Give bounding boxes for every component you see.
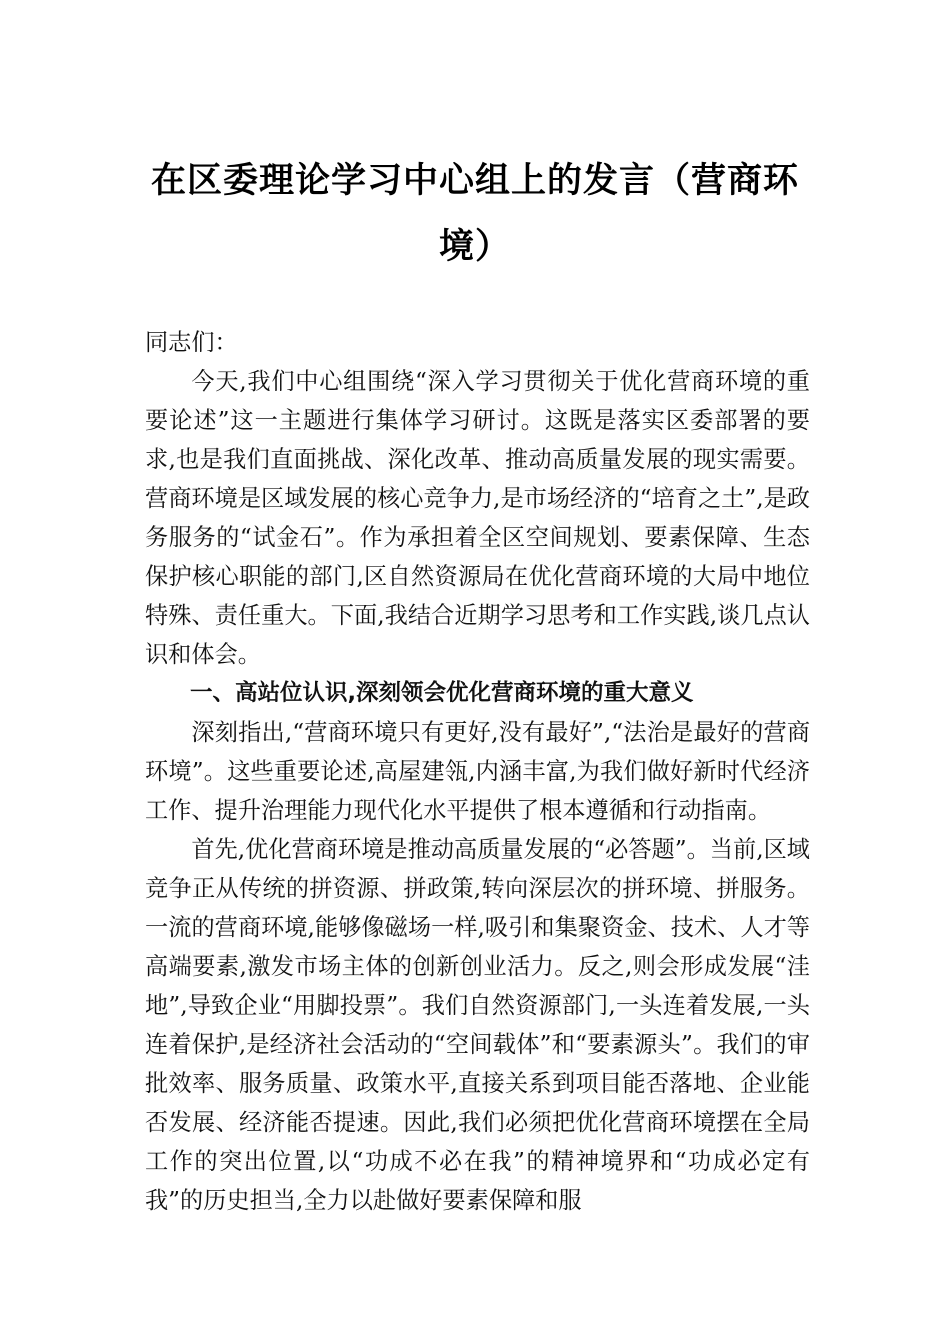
- salutation: 同志们：: [145, 329, 238, 356]
- document-title: 在区委理论学习中心组上的发言（营商环境）: [150, 160, 799, 267]
- paragraph-quote: 深刻指出,“营商环境只有更好,没有最好”,“法治是最好的营商环境”。这些重要论述,高屋建瓴,内涵丰富,为我们做好新时代经济工作、提升治理能力现代化水平提供了根本遵循和行动指南。: [145, 719, 810, 824]
- section-heading: 一、高站位认识,深刻领会优化营商环境的重大意义: [190, 680, 694, 706]
- paragraph-intro: 今天,我们中心组围绕“深入学习贯彻关于优化营商环境的重要论述”这一主题进行集体学习研讨。这既是落实区委部署的要求,也是我们直面挑战、深化改革、推动高质量发展的现实需要。营商环境是区域发展的核心竞争力,是市场经济的“培育之土”,是政务服务的“试金石”。作为承担着全区空间规划、要素保障、生态保护核心职能的部门,区自然资源局在优化营商环境的大局中地位特殊、责任重大。下面,我结合近期学习思考和工作实践,谈几点认识和体会。: [145, 368, 810, 668]
- paragraph-first-point: 首先,优化营商环境是推动高质量发展的“必答题”。当前,区域竞争正从传统的拼资源、拼政策,转向深层次的拼环境、拼服务。一流的营商环境,能够像磁场一样,吸引和集聚资金、技术、人才等高端要素,激发市场主体的创新创业活力。反之,则会形成发展“洼地”,导致企业“用脚投票”。我们自然资源部门,一头连着发展,一头连着保护,是经济社会活动的“空间载体”和“要素源头”。我们的审批效率、服务质量、政策水平,直接关系到项目能否落地、企业能否发展、经济能否提速。因此,我们必须把优化营商环境摆在全局工作的突出位置,以“功成不必在我”的精神境界和“功成必定有我”的历史担当,全力以赴做好要素保障和服: [145, 836, 810, 1214]
- document-body: [145, 323, 810, 1220]
